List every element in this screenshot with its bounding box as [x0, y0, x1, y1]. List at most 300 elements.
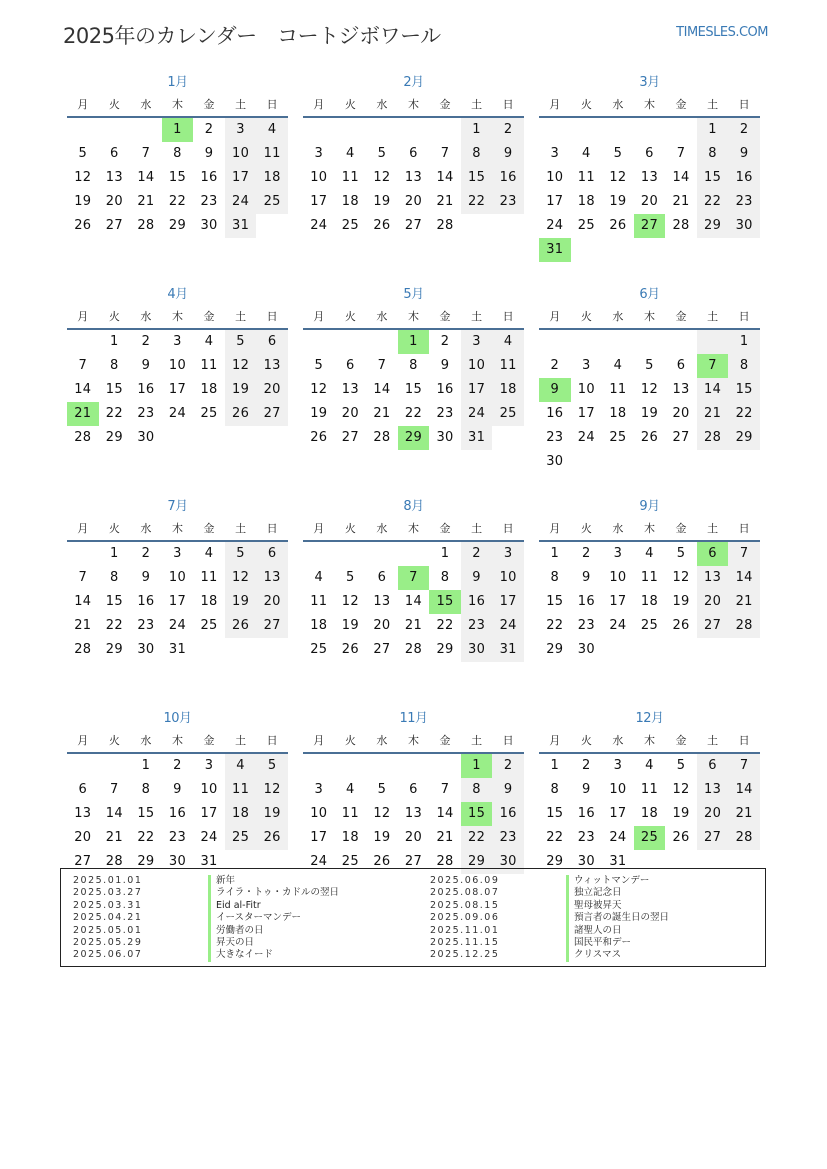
day-cell: 20	[373, 618, 391, 633]
empty-day-cell	[303, 330, 335, 354]
day-cell: 18	[640, 806, 659, 821]
weekday-label: 木	[171, 522, 183, 535]
day-cell: 2	[461, 542, 493, 566]
day-cell: 14	[137, 170, 155, 185]
weekday-label: 水	[140, 310, 152, 323]
holiday-name: 昇天の日	[208, 937, 339, 949]
day-cell: 13	[373, 594, 391, 609]
day-cell: 16	[546, 406, 564, 421]
empty-day-cell	[335, 330, 367, 354]
weekday-label: 金	[203, 98, 215, 111]
weekday-label: 金	[675, 734, 687, 747]
day-cell: 9	[728, 142, 760, 166]
empty-day-cell	[398, 754, 430, 778]
day-cell: 9	[173, 782, 182, 797]
holiday-date: 2025.08.07	[430, 887, 500, 899]
day-cell: 1	[728, 330, 760, 354]
empty-day-cell	[634, 330, 666, 354]
day-cell: 7	[728, 754, 760, 778]
weekday-label: 火	[108, 522, 120, 535]
day-cell: 20	[697, 802, 729, 826]
weekday-label: 金	[203, 522, 215, 535]
day-cell: 23	[577, 618, 595, 633]
day-cell: 4	[346, 146, 355, 161]
month-name: 9月	[639, 499, 660, 514]
day-cell: 28	[137, 218, 155, 233]
day-cell: 27	[256, 402, 288, 426]
day-cell: 3	[613, 758, 623, 773]
day-cell: 5	[346, 570, 355, 585]
day-cell: 20	[74, 830, 92, 845]
day-cell: 8	[173, 146, 182, 161]
weekday-label: 木	[171, 734, 183, 747]
day-cell: 8	[728, 354, 760, 378]
day-cell: 14	[436, 170, 454, 185]
empty-day-cell	[366, 118, 398, 142]
day-cell: 4	[204, 546, 214, 561]
day-cell: 28	[697, 426, 729, 450]
day-cell: 22	[168, 194, 187, 209]
day-cell: 9	[204, 146, 214, 161]
holiday-names-column-2	[566, 875, 669, 962]
day-cell: 10	[200, 782, 218, 797]
site-brand-link[interactable]: TIMESLES.COM	[676, 25, 768, 40]
holiday-day-cell: 29	[398, 426, 430, 450]
holiday-date: 2025.03.31	[73, 899, 143, 911]
weekday-label: 日	[266, 310, 278, 323]
day-cell: 29	[546, 854, 564, 869]
empty-day-cell	[67, 754, 99, 778]
weekday-label: 日	[738, 522, 750, 535]
day-cell: 17	[609, 806, 627, 821]
day-cell: 9	[582, 570, 591, 585]
day-cell: 25	[310, 642, 328, 657]
day-cell: 12	[373, 806, 391, 821]
day-cell: 3	[173, 334, 182, 349]
day-cell: 10	[609, 782, 627, 797]
holiday-dates-column-2	[430, 875, 499, 962]
day-cell: 16	[492, 166, 524, 190]
day-cell: 1	[141, 758, 151, 773]
weekday-label: 火	[108, 98, 120, 111]
empty-day-cell	[67, 330, 99, 354]
day-cell: 27	[341, 430, 359, 445]
day-cell: 8	[697, 142, 729, 166]
month-name: 10月	[163, 711, 192, 726]
day-cell: 7	[377, 358, 387, 373]
day-cell: 17	[200, 806, 218, 821]
day-cell: 20	[256, 378, 288, 402]
holiday-day-cell: 25	[634, 826, 666, 850]
day-cell: 6	[110, 146, 119, 161]
weekday-label: 土	[235, 734, 247, 747]
day-cell: 25	[200, 618, 218, 633]
weekday-label: 土	[707, 310, 719, 323]
holiday-date: 2025.11.15	[430, 936, 500, 948]
day-cell: 11	[609, 382, 627, 397]
day-cell: 18	[200, 382, 218, 397]
day-cell: 1	[110, 334, 119, 349]
day-cell: 5	[613, 146, 623, 161]
day-cell: 23	[461, 614, 493, 638]
days-grid	[303, 330, 524, 450]
day-cell: 7	[110, 782, 119, 797]
day-cell: 1	[461, 118, 493, 142]
day-cell: 11	[200, 358, 218, 373]
weekday-label: 金	[439, 98, 451, 111]
day-cell: 9	[141, 570, 151, 585]
day-cell: 31	[225, 214, 257, 238]
day-cell: 18	[310, 618, 328, 633]
day-cell: 13	[74, 806, 92, 821]
day-cell: 23	[168, 830, 187, 845]
day-cell: 29	[105, 642, 123, 657]
day-cell: 17	[577, 406, 595, 421]
day-cell: 5	[676, 546, 686, 561]
weekday-label: 土	[471, 734, 483, 747]
day-cell: 5	[645, 358, 654, 373]
weekday-label: 水	[140, 522, 152, 535]
empty-day-cell	[665, 330, 697, 354]
day-cell: 30	[168, 854, 187, 869]
day-cell: 20	[672, 406, 690, 421]
day-cell: 28	[436, 854, 454, 869]
day-cell: 18	[492, 378, 524, 402]
day-cell: 13	[672, 382, 690, 397]
day-cell: 21	[105, 830, 123, 845]
weekday-label: 水	[376, 734, 388, 747]
empty-day-cell	[429, 118, 461, 142]
day-cell: 14	[373, 382, 391, 397]
day-cell: 11	[341, 170, 359, 185]
weekday-label: 日	[738, 98, 750, 111]
holiday-day-cell: 7	[398, 566, 430, 590]
month-calendar	[303, 72, 524, 284]
day-cell: 26	[373, 218, 391, 233]
day-cell: 12	[225, 566, 257, 590]
month-name: 3月	[639, 75, 660, 90]
weekday-label: 木	[171, 310, 183, 323]
empty-day-cell	[67, 542, 99, 566]
day-cell: 1	[697, 118, 729, 142]
holiday-name: 国民平和デー	[566, 937, 669, 949]
day-cell: 2	[173, 758, 182, 773]
day-cell: 10	[609, 570, 627, 585]
holiday-name: ライラ・トゥ・カドルの翌日	[208, 887, 339, 899]
day-cell: 25	[200, 406, 218, 421]
day-cell: 19	[256, 802, 288, 826]
month-calendar	[67, 496, 288, 708]
day-cell: 27	[105, 218, 123, 233]
day-cell: 22	[105, 618, 123, 633]
day-cell: 29	[137, 854, 155, 869]
weekday-label: 金	[675, 522, 687, 535]
day-cell: 16	[436, 382, 454, 397]
day-cell: 29	[697, 214, 729, 238]
holiday-date: 2025.06.07	[73, 949, 143, 961]
day-cell: 12	[672, 782, 690, 797]
weekday-label: 水	[376, 98, 388, 111]
day-cell: 12	[225, 354, 257, 378]
day-cell: 28	[373, 430, 391, 445]
day-cell: 15	[105, 382, 123, 397]
day-cell: 25	[609, 430, 627, 445]
empty-day-cell	[366, 330, 398, 354]
day-cell: 11	[492, 354, 524, 378]
day-cell: 11	[640, 570, 659, 585]
day-cell: 28	[105, 854, 123, 869]
day-cell: 19	[74, 194, 92, 209]
day-cell: 30	[137, 430, 155, 445]
weekday-label: 金	[203, 310, 215, 323]
day-cell: 9	[461, 566, 493, 590]
day-cell: 23	[577, 830, 595, 845]
weekday-label: 日	[266, 98, 278, 111]
day-cell: 7	[78, 570, 88, 585]
month-calendar	[539, 284, 760, 496]
days-grid	[539, 118, 760, 262]
day-cell: 16	[137, 594, 155, 609]
day-cell: 19	[640, 406, 659, 421]
weekday-label: 月	[313, 98, 325, 111]
holiday-day-cell: 15	[461, 802, 493, 826]
day-cell: 25	[256, 190, 288, 214]
day-cell: 11	[225, 778, 257, 802]
day-cell: 22	[546, 830, 564, 845]
month-name: 12月	[635, 711, 664, 726]
day-cell: 10	[492, 566, 524, 590]
day-cell: 29	[168, 218, 187, 233]
month-name: 7月	[167, 499, 188, 514]
day-cell: 4	[613, 358, 623, 373]
day-cell: 21	[404, 618, 423, 633]
day-cell: 20	[341, 406, 359, 421]
day-cell: 27	[404, 218, 423, 233]
empty-day-cell	[571, 330, 603, 354]
day-cell: 2	[204, 122, 214, 137]
empty-day-cell	[335, 118, 367, 142]
day-cell: 8	[461, 778, 493, 802]
day-cell: 7	[141, 146, 151, 161]
month-calendar	[539, 72, 760, 284]
holiday-date: 2025.12.25	[430, 949, 500, 961]
day-cell: 25	[640, 618, 659, 633]
weekday-label: 火	[580, 98, 592, 111]
days-grid	[539, 330, 760, 474]
day-cell: 19	[225, 590, 257, 614]
day-cell: 15	[137, 806, 155, 821]
day-cell: 2	[582, 758, 591, 773]
day-cell: 11	[341, 806, 359, 821]
day-cell: 18	[200, 594, 218, 609]
weekday-label: 水	[376, 310, 388, 323]
day-cell: 8	[461, 142, 493, 166]
day-cell: 30	[728, 214, 760, 238]
day-cell: 30	[200, 218, 218, 233]
weekday-label: 木	[643, 734, 655, 747]
weekday-label: 木	[407, 734, 419, 747]
day-cell: 6	[346, 358, 355, 373]
empty-day-cell	[130, 118, 162, 142]
day-cell: 22	[436, 618, 454, 633]
day-cell: 25	[341, 218, 359, 233]
day-cell: 20	[105, 194, 123, 209]
page-title: 2025年のカレンダー コートジボワール	[63, 24, 441, 48]
weekday-label: 月	[77, 98, 89, 111]
day-cell: 13	[256, 354, 288, 378]
day-cell: 31	[200, 854, 218, 869]
day-cell: 6	[256, 542, 288, 566]
day-cell: 17	[492, 590, 524, 614]
day-cell: 27	[74, 854, 92, 869]
day-cell: 3	[225, 118, 257, 142]
weekday-label: 火	[344, 734, 356, 747]
weekday-label: 日	[266, 734, 278, 747]
empty-day-cell	[366, 754, 398, 778]
weekday-label: 月	[77, 734, 89, 747]
day-cell: 29	[436, 642, 454, 657]
holiday-date: 2025.08.15	[430, 899, 500, 911]
day-cell: 26	[225, 614, 257, 638]
day-cell: 19	[310, 406, 328, 421]
day-cell: 10	[225, 142, 257, 166]
day-cell: 12	[672, 570, 690, 585]
day-cell: 24	[609, 830, 627, 845]
day-cell: 4	[346, 782, 355, 797]
day-cell: 4	[492, 330, 524, 354]
holiday-list	[60, 868, 766, 967]
day-cell: 27	[697, 614, 729, 638]
days-grid	[303, 118, 524, 238]
day-cell: 12	[640, 382, 659, 397]
day-cell: 23	[436, 406, 454, 421]
day-cell: 12	[256, 778, 288, 802]
holiday-name: 大きなイード	[208, 949, 339, 961]
day-cell: 17	[225, 166, 257, 190]
day-cell: 1	[440, 546, 450, 561]
month-name: 8月	[403, 499, 424, 514]
day-cell: 3	[492, 542, 524, 566]
day-cell: 7	[440, 146, 450, 161]
weekday-label: 日	[266, 522, 278, 535]
day-cell: 10	[577, 382, 595, 397]
day-cell: 6	[645, 146, 654, 161]
day-cell: 19	[672, 594, 690, 609]
holiday-name: クリスマス	[566, 949, 669, 961]
month-name: 6月	[639, 287, 660, 302]
day-cell: 21	[74, 618, 92, 633]
days-grid	[67, 330, 288, 450]
day-cell: 5	[225, 542, 257, 566]
holiday-name: 預言者の誕生日の翌日	[566, 912, 669, 924]
day-cell: 27	[697, 826, 729, 850]
day-cell: 4	[582, 146, 591, 161]
weekday-header	[67, 306, 288, 330]
day-cell: 22	[404, 406, 423, 421]
weekday-label: 土	[707, 98, 719, 111]
weekday-label: 月	[549, 98, 561, 111]
day-cell: 2	[440, 334, 450, 349]
day-cell: 16	[577, 594, 595, 609]
holiday-day-cell: 27	[634, 214, 666, 238]
day-cell: 10	[310, 170, 328, 185]
holiday-day-cell: 15	[429, 590, 461, 614]
month-name: 11月	[399, 711, 428, 726]
month-calendar	[303, 496, 524, 708]
weekday-label: 木	[643, 310, 655, 323]
weekday-label: 火	[580, 734, 592, 747]
weekday-label: 木	[407, 98, 419, 111]
day-cell: 8	[550, 782, 560, 797]
empty-day-cell	[335, 754, 367, 778]
day-cell: 8	[550, 570, 560, 585]
day-cell: 26	[640, 430, 659, 445]
day-cell: 18	[577, 194, 595, 209]
day-cell: 16	[461, 590, 493, 614]
day-cell: 14	[74, 382, 92, 397]
day-cell: 3	[173, 546, 182, 561]
day-cell: 12	[310, 382, 328, 397]
day-cell: 13	[404, 806, 423, 821]
day-cell: 22	[137, 830, 155, 845]
weekday-label: 日	[502, 734, 514, 747]
weekday-label: 火	[108, 310, 120, 323]
day-cell: 8	[409, 358, 418, 373]
holiday-day-cell: 7	[697, 354, 729, 378]
day-cell: 26	[256, 826, 288, 850]
day-cell: 31	[461, 426, 493, 450]
weekday-header	[539, 518, 760, 542]
day-cell: 17	[609, 594, 627, 609]
day-cell: 4	[225, 754, 257, 778]
weekday-label: 金	[675, 310, 687, 323]
day-cell: 26	[672, 618, 690, 633]
day-cell: 15	[461, 166, 493, 190]
day-cell: 1	[110, 546, 119, 561]
holiday-day-cell: 31	[539, 238, 571, 262]
holiday-date: 2025.11.01	[430, 924, 500, 936]
day-cell: 18	[341, 830, 359, 845]
month-calendar	[303, 284, 524, 496]
day-cell: 17	[168, 382, 187, 397]
empty-day-cell	[602, 118, 634, 142]
day-cell: 26	[672, 830, 690, 845]
day-cell: 2	[582, 546, 591, 561]
day-cell: 4	[645, 758, 654, 773]
empty-day-cell	[366, 542, 398, 566]
empty-day-cell	[697, 330, 729, 354]
day-cell: 24	[310, 218, 328, 233]
day-cell: 4	[645, 546, 654, 561]
day-cell: 17	[461, 378, 493, 402]
day-cell: 5	[676, 758, 686, 773]
day-cell: 5	[377, 782, 387, 797]
day-cell: 16	[728, 166, 760, 190]
day-cell: 28	[436, 218, 454, 233]
day-cell: 17	[310, 194, 328, 209]
day-cell: 7	[78, 358, 88, 373]
day-cell: 1	[550, 758, 560, 773]
days-grid	[539, 754, 760, 874]
day-cell: 26	[609, 218, 627, 233]
day-cell: 24	[168, 406, 187, 421]
day-cell: 10	[546, 170, 564, 185]
day-cell: 18	[609, 406, 627, 421]
day-cell: 6	[409, 782, 418, 797]
day-cell: 4	[314, 570, 324, 585]
empty-day-cell	[335, 542, 367, 566]
day-cell: 25	[577, 218, 595, 233]
